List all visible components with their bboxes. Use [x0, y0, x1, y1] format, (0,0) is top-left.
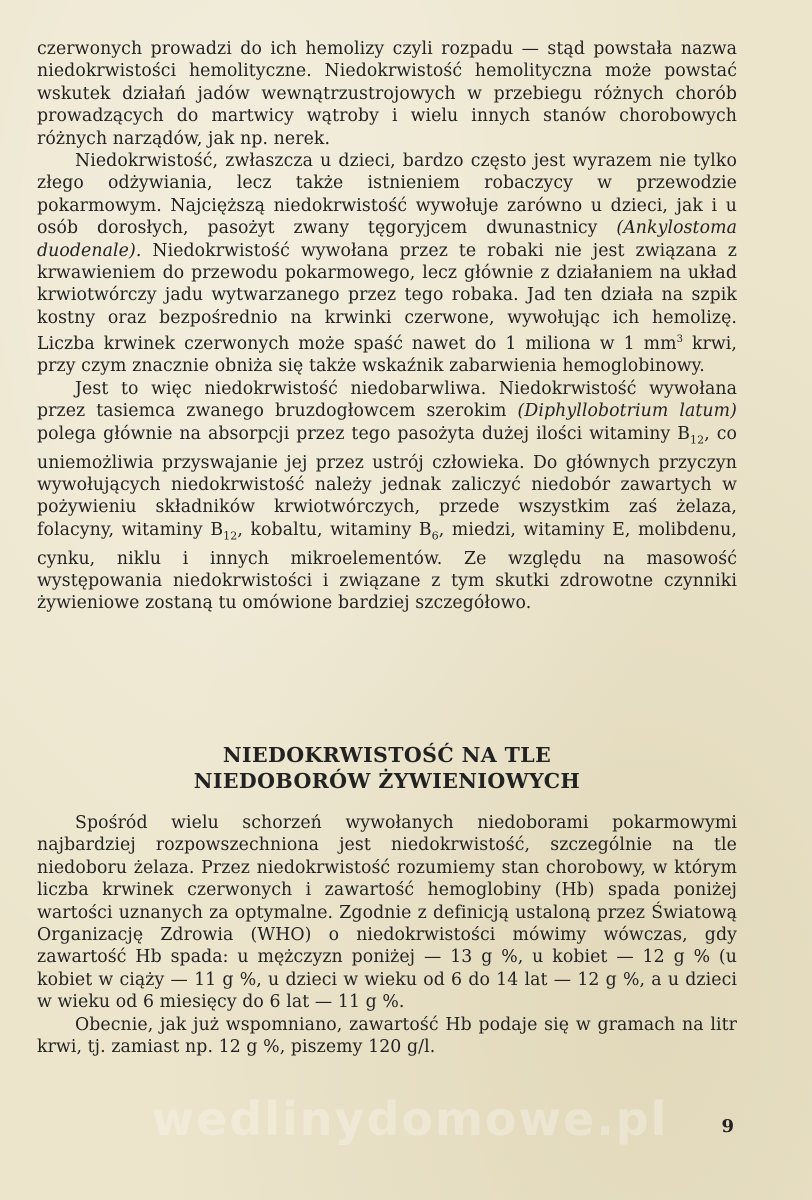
text-segment: Niedokrwistość wywołana przez te robaki nie jest związana z krwawieniem do przewodu pokarmowego, lecz głównie z działaniem na układ krwiotwórczy jadu wytwarzanego przez tego robaka. Jad ten działa na szpik kostny oraz bezpośrednio na krwinki czerwone, wywołując ich hemolizę. Liczba krwinek czerwonych może spaść nawet do 1 miliona w 1 mm — [37, 240, 737, 355]
text-segment: Obecnie, jak już wspomniano, zawartość Hb podaje się w gramach na litr krwi, tj. zamiast np. 12 g %, piszemy 120 g/l. — [37, 1014, 737, 1058]
italic-term: (Diphyllobotrium latum) — [517, 401, 737, 422]
heading-line-2: NIEDOBORÓW ŻYWIENIOWYCH — [193, 769, 581, 793]
text-segment: czerwonych prowadzi do ich hemolizy czyli rozpadu — stąd powstała nazwa niedokrwistości hemolityczne. Niedokrwistość hemolityczna może powstać wskutek działań jadów wewnątrzustrojowych w przebiegu różnych chorób prowadzących do martwicy wątroby i wielu innych stanów chorobowych różnych narządów, jak np. nerek. — [37, 39, 737, 149]
paragraph — [37, 378, 737, 615]
text-segment: krwi, przy czym znacznie obniża się także wskaźnik zabarwienia hemoglobinowy. — [37, 334, 737, 377]
section-heading — [37, 742, 737, 794]
italic-term: (Ankylostoma duodenale). — [37, 218, 737, 261]
text-segment: Niedokrwistość, zwłaszcza u dzieci, bardzo często jest wyrazem nie tylko złego odżywiania, lecz także istnieniem robaczycy w przewodzie pokarmowym. Najcięższą niedokrwistość wywołuje zarówno u dzieci, jak i u osób dorosłych, pasożyt zwany tęgoryjcem dwunastnicy — [37, 151, 737, 239]
superscript: 3 — [676, 334, 684, 346]
page-number: 9 — [721, 1116, 734, 1137]
top-text-block — [37, 38, 737, 615]
paragraph — [37, 812, 737, 1014]
subscript: 12 — [223, 529, 238, 543]
text-segment: Spośród wielu schorzeń wywołanych niedoborami pokarmowymi najbardziej rozpowszechniona jest niedokrwistość, szczególnie na tle niedoboru żelaza. Przez niedokrwistość rozumiemy stan chorobowy, w którym liczba krwinek czerwonych i zawartość hemoglobiny (Hb) spada poniżej wartości uznanych za optymalne. Zgodnie z definicją ustaloną przez Światową Organizację Zdrowia (WHO) o niedokrwistości mówimy wówczas, gdy zawartość Hb spada: u mężczyzn poniżej — 13 g %, u kobiet — 12 g % (u kobiet w ciąży — 11 g %, u dzieci w wieku od 6 do 14 lat — 12 g %, a u dzieci w wieku od 6 miesięcy do 6 lat — 11 g %. — [37, 813, 737, 1013]
text-segment: polega głównie na absorpcji przez tego pasożyta dużej ilości witaminy B — [37, 423, 690, 444]
paragraph — [37, 150, 737, 378]
watermark: wedlinydomowe.pl — [151, 1092, 669, 1146]
text-segment: , miedzi, witaminy E, molibdenu, cynku, niklu i innych mikroelementów. Ze względu na masowość występowania niedokrwistości i związane z tym skutki zdrowotne czynniki żywieniowe zostaną tu omówione bardziej szczegółowo. — [37, 519, 737, 614]
text-segment: , co uniemożliwia przyswajanie jej przez ustrój człowieka. Do głównych przyczyn wywołujących niedokrwistość należy jednak zaliczyć niedobór zawartych w pożywieniu składników krwiotwórczych, przede wszystkim zaś żelaza, folacyny, witaminy B — [37, 423, 737, 540]
subscript: 6 — [431, 529, 439, 543]
paragraph — [37, 1014, 737, 1059]
subscript: 12 — [690, 433, 705, 447]
paragraph — [37, 38, 737, 150]
bottom-text-block — [37, 812, 737, 1058]
text-segment: Jest to więc niedokrwistość niedobarwliwa. Niedokrwistość wywołana przez tasiemca zwanego bruzdogłowcem szerokim — [37, 378, 737, 422]
heading-line-1: NIEDOKRWISTOŚĆ NA TLE — [222, 743, 552, 767]
text-segment: , kobaltu, witaminy B — [237, 519, 432, 540]
